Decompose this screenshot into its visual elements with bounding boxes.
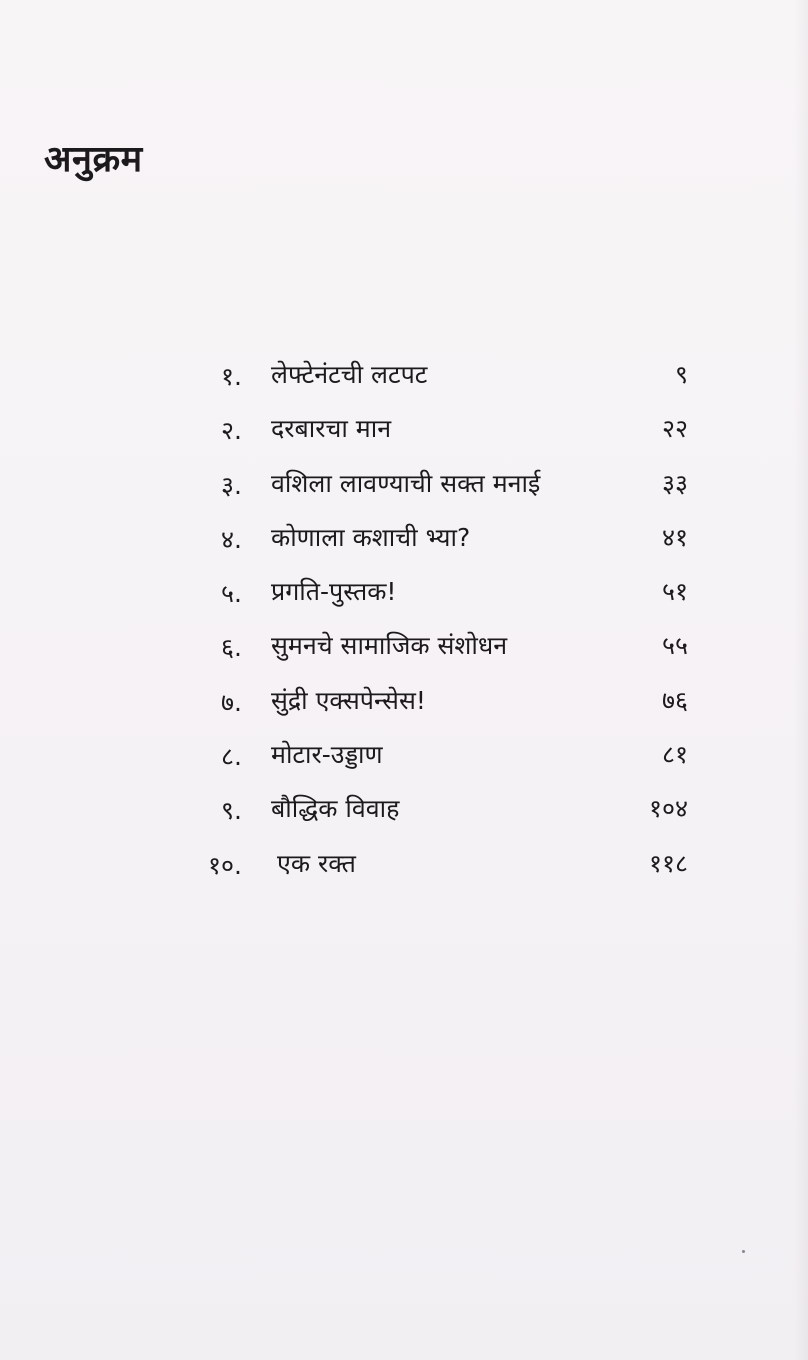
chapter-title: मोटार-उड्डाण: [271, 740, 383, 770]
chapter-page: ११८: [648, 848, 688, 878]
chapter-page: ५५: [661, 631, 688, 661]
chapter-number: १.: [221, 362, 242, 391]
chapter-title: बौद्धिक विवाह: [271, 794, 400, 824]
chapter-number: ७.: [221, 687, 242, 717]
chapter-number: २.: [221, 416, 242, 446]
chapter-page: ९: [674, 360, 688, 389]
chapter-page: ७६: [661, 685, 688, 715]
chapter-title: प्रगति-पुस्तक!: [271, 577, 397, 607]
page-title: अनुक्रम: [44, 139, 143, 180]
chapter-title: सुंद्री एक्सपेन्सेस!: [271, 685, 426, 715]
chapter-number: ६.: [221, 633, 242, 663]
toc-entry: [0, 786, 808, 840]
chapter-number: ८.: [221, 742, 242, 772]
toc-entry: [0, 461, 808, 515]
table-of-contents: [0, 352, 808, 895]
toc-entry: [0, 352, 808, 406]
chapter-title: एक रक्त: [277, 848, 356, 878]
chapter-page: ४१: [661, 522, 688, 552]
toc-entry: [0, 841, 808, 895]
chapter-title: वशिला लावण्याची सक्त मनाई: [271, 468, 541, 498]
chapter-number: ४.: [221, 524, 242, 554]
chapter-number: १०.: [208, 850, 242, 880]
chapter-number: ३.: [221, 470, 242, 500]
chapter-number: ५.: [221, 579, 242, 609]
chapter-title: दरबारचा मान: [271, 414, 392, 444]
toc-entry: [0, 732, 808, 786]
toc-entry: [0, 623, 808, 677]
chapter-page: २२: [661, 414, 688, 444]
toc-entry: [0, 515, 808, 569]
paper-speck: [742, 1250, 745, 1253]
chapter-title: लेफ्टेनंटची लटपट: [271, 360, 428, 389]
toc-entry: [0, 406, 808, 460]
toc-entry: [0, 569, 808, 623]
chapter-page: १०४: [648, 794, 688, 824]
chapter-number: ९.: [221, 796, 242, 826]
toc-entry: [0, 678, 808, 732]
chapter-title: सुमनचे सामाजिक संशोधन: [271, 631, 508, 661]
chapter-page: ५१: [661, 577, 688, 607]
chapter-title: कोणाला कशाची भ्या?: [271, 522, 471, 552]
chapter-page: ३३: [661, 468, 688, 498]
chapter-page: ८१: [661, 740, 688, 770]
